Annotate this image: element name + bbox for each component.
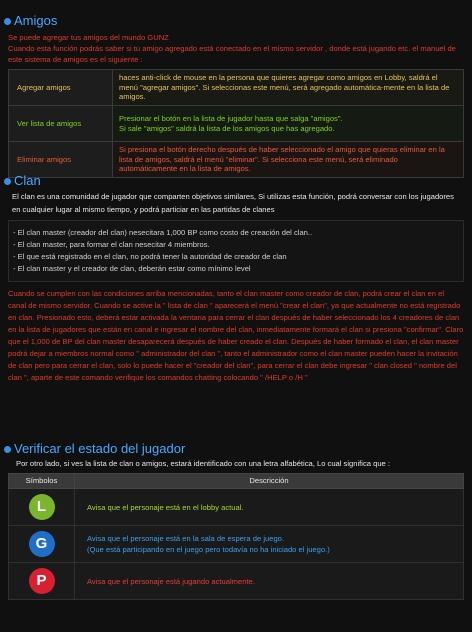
amigos-intro: Se puede agregar tus amigos del mundo GUNZ Cuando esta función podrás saber si tu amigo agregado está conectado en el mismo servidor , donde está jugando etc. el manuel de este sistema de amigos es el siguiente : bbox=[8, 33, 456, 64]
table-row bbox=[9, 106, 464, 142]
list-item: - El que está registrado en el clan, no podrá tener la autoridad de creador de clan bbox=[13, 252, 287, 261]
list-item: - El clan master (creador del clan) nesecitara 1,000 BP como costo de creación del clan.. bbox=[13, 228, 313, 237]
row-key-agregar: Agregar amigos bbox=[9, 70, 113, 106]
clan-requirements-box bbox=[8, 220, 464, 282]
table-row bbox=[9, 563, 464, 600]
row-value-agregar: haces anti-click de mouse en la persona que quieres agregar como amigos en Lobby, saldrá el menú "agregar amigos". Si seleccionas este menú, será agregado automática-mente en la lista de amigos. bbox=[113, 70, 464, 106]
symbol-cell bbox=[9, 526, 75, 563]
bullet-icon bbox=[4, 178, 11, 185]
section-title-clan: Clan bbox=[14, 172, 41, 188]
status-table bbox=[8, 473, 464, 600]
row-value-ver: Presionar el botón en la lista de jugador hasta que salga "amigos". Si sale "amigos" saldrá la lista de los amigos que has agregado. bbox=[113, 106, 464, 142]
description-cell: Avisa que el personaje está jugando actualmente. bbox=[75, 563, 464, 600]
amigos-table bbox=[8, 69, 464, 178]
amigos-section bbox=[0, 12, 472, 178]
row-value-eliminar: Si presiona el botón derecho después de haber seleccionado el amigo que quieras eliminar en la lista de amigos, saldrá el menú "eliminar". Si selecciona este menú, será eliminado automáticamente en la lista de amigos. bbox=[113, 142, 464, 178]
section-title-amigos: Amigos bbox=[14, 12, 58, 28]
estado-intro: Por otro lado, si ves la lista de clan o amigos, estará identificado con una letra alfabética, Lo cual significa que : bbox=[16, 459, 390, 468]
description-cell: Avisa que el personaje está en la sala de espera de juego. (Que está participando en el juego pero todavía no ha iniciado el juego.) bbox=[75, 526, 464, 563]
table-header-row bbox=[9, 474, 464, 489]
clan-intro: El clan es una comunidad de jugador que comparten objetivos similares, Si utilizas esta función, podrá conversar con los jugadores en cualquier lugar al mismo tiempo, y podrá particiar en las partidas de clanes bbox=[12, 192, 454, 214]
symbol-cell bbox=[9, 489, 75, 526]
green-circle-l-icon: L bbox=[29, 494, 55, 520]
estado-section bbox=[0, 440, 472, 600]
section-title-estado: Verificar el estado del jugador bbox=[14, 440, 186, 456]
header-description: Descricción bbox=[75, 474, 464, 489]
bullet-icon bbox=[4, 446, 11, 453]
bullet-icon bbox=[4, 18, 11, 25]
amigos-header bbox=[0, 12, 472, 30]
header-symbols: Símbolos bbox=[9, 474, 75, 489]
list-item: - El clan master y el creador de clan, deberán estar como mínimo level bbox=[13, 264, 251, 273]
clan-header bbox=[0, 172, 472, 190]
clan-body: Cuando se cumplen con las condiciones arriba mencionadas, tanto el clan master como creador de clan, podrá crear el clan en el canal de mismo servidor. Cuando se active la " lista de clan " aparecerá el menú "crear el clan", ya que actualmente no está registrado en clan. Presionado esto, deberá estar activada la ventana para cerrar el clan después de haber seleccionado los 4 creadores de clan en la lista de jugadores que están en canal e ingresar el nombre del clan, inmediatamente formará el clan si presiona "confirmar". Claro que el 1,000 de BP del clan master desaparecerá después de haber creado el clan. Después de haber formado el clan, el clan master podrá dejar a miembros normal como " administrador del clan ", tanto el administrador como el clan master pueden hacer la invitación de clan pero para cerrar el clan, solo lo puede hacer el "creador del clan", para cerrar el clan debe ingresar " clan closed " nombre del clan ", aparte de este comando verifique los comandos chatting colocando " /HELP o /H " bbox=[8, 289, 464, 382]
description-cell: Avisa que el personaje está en el lobby actual. bbox=[75, 489, 464, 526]
estado-header bbox=[0, 440, 472, 458]
table-row bbox=[9, 70, 464, 106]
list-item: - El clan master, para formar el clan nesecitar 4 miembros. bbox=[13, 240, 210, 249]
red-circle-p-icon: P bbox=[29, 568, 55, 594]
row-key-ver: Ver lista de amigos bbox=[9, 106, 113, 142]
clan-section bbox=[0, 172, 472, 384]
table-row bbox=[9, 526, 464, 563]
row-key-eliminar: Eliminar amigos bbox=[9, 142, 113, 178]
blue-circle-g-icon: G bbox=[29, 531, 55, 557]
symbol-cell bbox=[9, 563, 75, 600]
table-row bbox=[9, 489, 464, 526]
